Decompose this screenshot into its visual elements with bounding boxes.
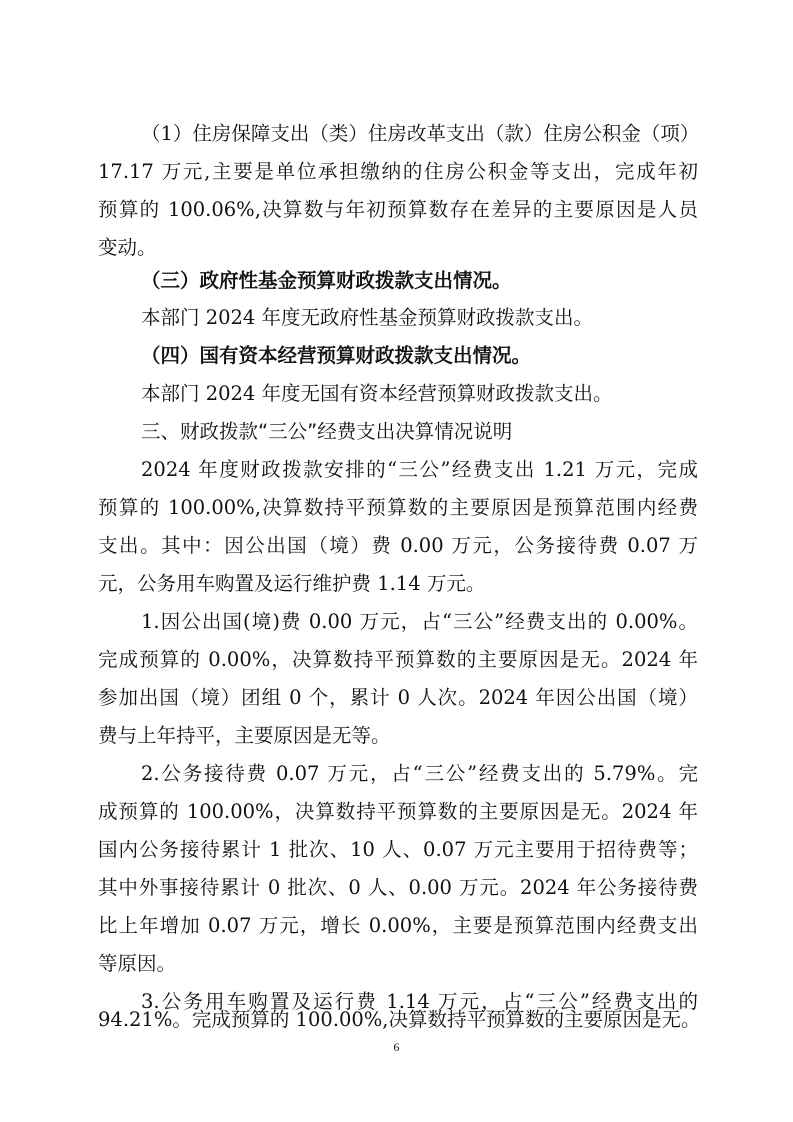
paragraph-line: 比上年增加 0.07 万元，增长 0.00%，主要是预算范围内经费支出	[98, 914, 698, 937]
paragraph-line: 17.17 万元,主要是单位承担缴纳的住房公积金等支出，完成年初	[98, 160, 698, 183]
paragraph-line: 完成预算的 0.00%，决算数持平预算数的主要原因是无。2024 年	[98, 648, 698, 671]
section-heading: 三、财政拨款“三公”经费支出决算情况说明	[141, 420, 513, 443]
paragraph-line: 成预算的 100.00%，决算数持平预算数的主要原因是无。2024 年	[98, 800, 698, 823]
paragraph-line: 费与上年持平，主要原因是无等。	[98, 724, 391, 747]
paragraph-line: 预算的 100.06%,决算数与年初预算数存在差异的主要原因是人员	[98, 198, 698, 221]
paragraph-line: （1）住房保障支出（类）住房改革支出（款）住房公积金（项）	[141, 122, 700, 145]
paragraph-line: 2024 年度财政拨款安排的“三公”经费支出 1.21 万元，完成	[141, 458, 698, 481]
paragraph-line: 1.因公出国(境)费 0.00 万元，占“三公”经费支出的 0.00%。	[141, 610, 699, 633]
paragraph-line: 3.公务用车购置及运行费 1.14 万元，占“三公”经费支出的	[141, 990, 698, 1013]
paragraph-line: 94.21%。完成预算的 100.00%,决算数持平预算数的主要原因是无。	[98, 1008, 701, 1031]
section-heading: （四）国有资本经营预算财政拨款支出情况。	[141, 344, 532, 367]
paragraph-line: 本部门 2024 年度无国有资本经营预算财政拨款支出。	[141, 382, 613, 405]
page-number: 6	[393, 1040, 400, 1054]
section-heading: （三）政府性基金预算财政拨款支出情况。	[141, 269, 512, 292]
paragraph-line: 变动。	[98, 236, 157, 259]
paragraph-line: 国内公务接待累计 1 批次、10 人、0.07 万元主要用于招待费等；	[98, 838, 698, 861]
paragraph-line: 其中外事接待累计 0 批次、0 人、0.00 万元。2024 年公务接待费	[98, 876, 698, 899]
paragraph-line: 本部门 2024 年度无政府性基金预算财政拨款支出。	[141, 306, 594, 329]
paragraph-line: 等原因。	[98, 952, 177, 975]
paragraph-line: 参加出国（境）团组 0 个，累计 0 人次。2024 年因公出国（境）	[98, 686, 698, 709]
paragraph-line: 元，公务用车购置及运行维护费 1.14 万元。	[98, 572, 486, 595]
paragraph-line: 2.公务接待费 0.07 万元，占“三公”经费支出的 5.79%。完	[141, 762, 698, 785]
paragraph-line: 支出。其中：因公出国（境）费 0.00 万元，公务接待费 0.07 万	[98, 534, 698, 557]
paragraph-line: 预算的 100.00%,决算数持平预算数的主要原因是预算范围内经费	[98, 496, 698, 519]
